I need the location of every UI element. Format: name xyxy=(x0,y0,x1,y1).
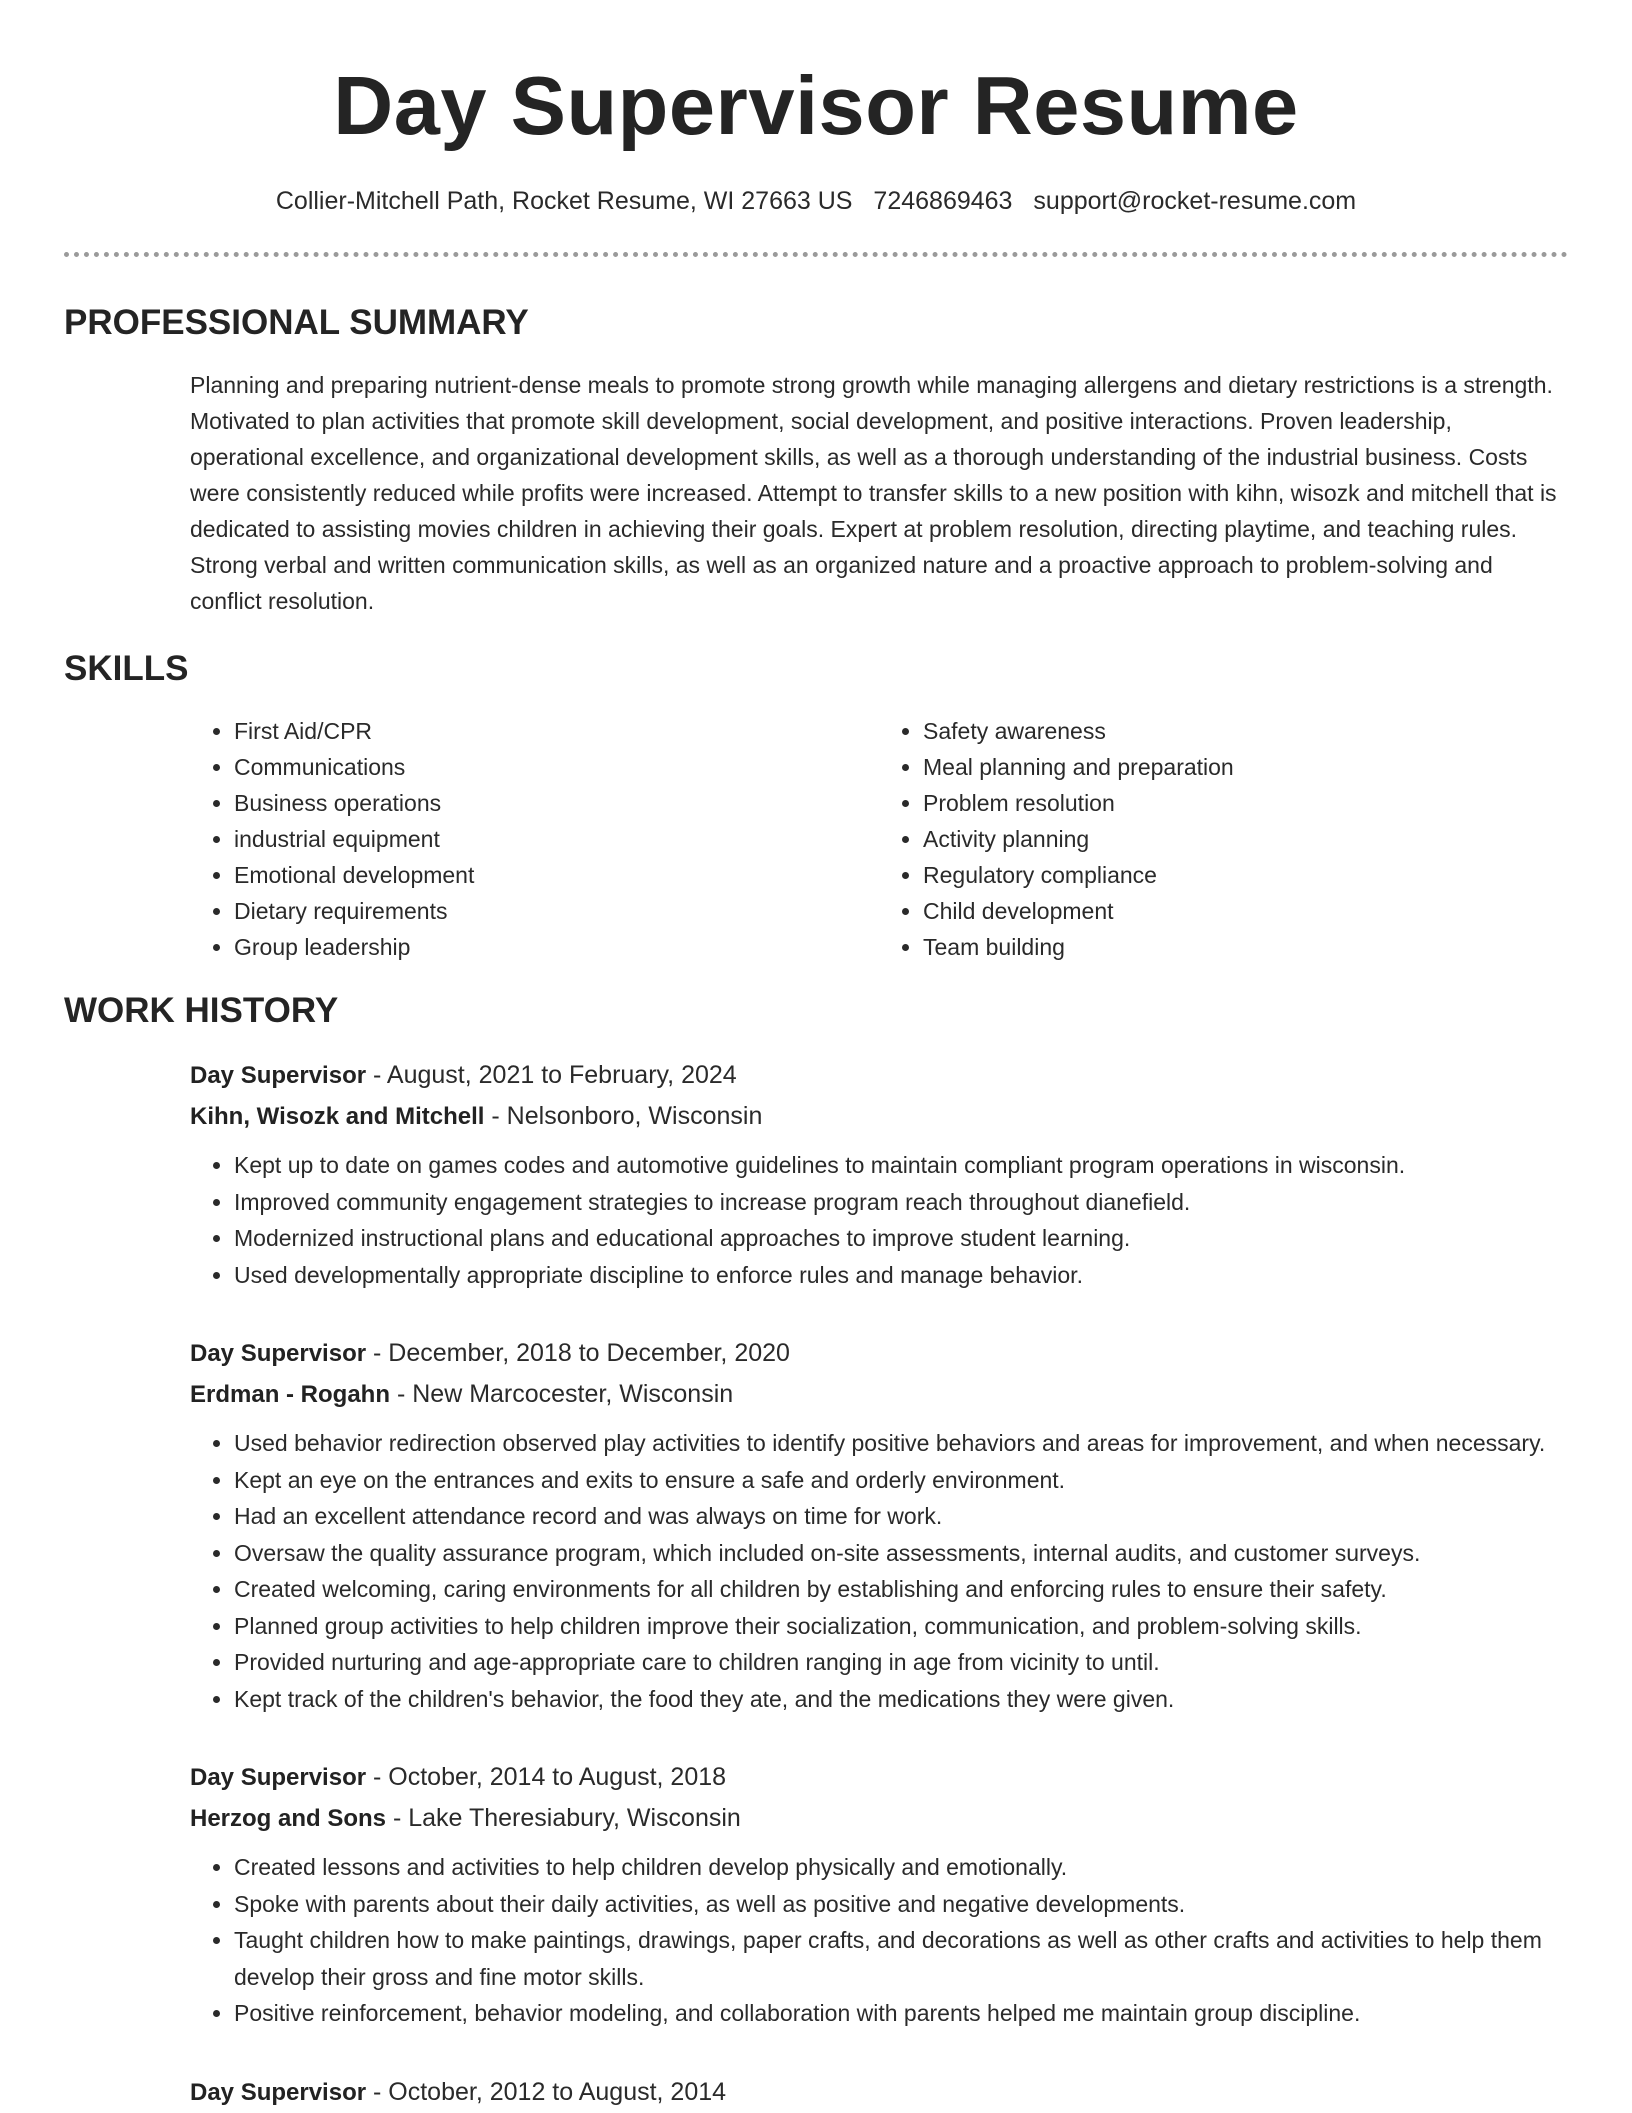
section-title-skills: SKILLS xyxy=(64,649,189,688)
job-bullet: • Had an excellent attendance record and was always on time for work. xyxy=(234,1498,1568,1535)
job-location: - Lake Theresiabury, Wisconsin xyxy=(386,1804,741,1832)
summary-text: Planning and preparing nutrient-dense meals to promote strong growth while managing allergens and dietary restrictions is a strength. Motivated to plan activities that promote skill development, social development, and positive interactions. Proven leadership, operational excellence, and organizational development skills, as well as a thorough understanding of the industrial business. Costs were consistently reduced while profits were increased. Attempt to transfer skills to a new position with kihn, wisozk and mitchell that is dedicated to assisting movies children in achieving their goals. Expert at problem resolution, directing playtime, and teaching rules. Strong verbal and written communication skills, as well as an organized nature and a proactive approach to problem-solving and conflict resolution. xyxy=(190,372,1557,614)
section-title-work-history: WORK HISTORY xyxy=(64,991,339,1030)
job-bullet: • Oversaw the quality assurance program, which included on-site assessments, internal audits, and customer surveys. xyxy=(234,1535,1568,1572)
job-dates: - October, 2014 to August, 2018 xyxy=(366,1763,727,1791)
job-bullet: • Kept up to date on games codes and automotive guidelines to maintain compliant program operations in wisconsin. xyxy=(234,1147,1568,1184)
skills-column-left xyxy=(190,713,879,965)
job-bullet: • Improved community engagement strategies to increase program reach throughout dianefield. xyxy=(234,1184,1568,1221)
resume-title: Day Supervisor Resume xyxy=(333,59,1299,152)
job-entry xyxy=(190,1757,1568,2032)
job-bullet: • Kept an eye on the entrances and exits to ensure a safe and orderly environment. xyxy=(234,1462,1568,1499)
job-role-line xyxy=(190,1333,1568,1374)
skill-item: • Meal planning and preparation xyxy=(923,749,1568,785)
skill-item: • Team building xyxy=(923,929,1568,965)
job-bullet: • Used behavior redirection observed play activities to identify positive behaviors and areas for improvement, and when necessary. xyxy=(234,1425,1568,1462)
skill-item: • Child development xyxy=(923,893,1568,929)
job-bullet: • Created lessons and activities to help children develop physically and emotionally. xyxy=(234,1849,1568,1886)
section-title-summary: PROFESSIONAL SUMMARY xyxy=(64,303,529,342)
job-bullet: • Planned group activities to help children improve their socialization, communication, and problem-solving skills. xyxy=(234,1608,1568,1645)
skill-item: • Activity planning xyxy=(923,821,1568,857)
job-dates: - December, 2018 to December, 2020 xyxy=(366,1339,790,1367)
job-bullet: • Modernized instructional plans and educational approaches to improve student learning. xyxy=(234,1220,1568,1257)
skill-item: • industrial equipment xyxy=(234,821,879,857)
skill-item: • Regulatory compliance xyxy=(923,857,1568,893)
job-company: Kihn, Wisozk and Mitchell xyxy=(190,1103,485,1130)
job-company-line xyxy=(190,1374,1568,1415)
job-company: Erdman - Rogahn xyxy=(190,1381,391,1408)
skill-item: • Safety awareness xyxy=(923,713,1568,749)
job-location: - Nelsonboro, Wisconsin xyxy=(484,1102,763,1130)
job-bullet: • Positive reinforcement, behavior modeling, and collaboration with parents helped me maintain group discipline. xyxy=(234,1995,1568,2032)
job-entry xyxy=(190,1055,1568,1293)
job-role-line xyxy=(190,1055,1568,1096)
job-bullets xyxy=(190,1849,1568,2032)
skill-item: • Business operations xyxy=(234,785,879,821)
contact-line xyxy=(64,184,1568,218)
job-bullet: • Used developmentally appropriate discipline to enforce rules and manage behavior. xyxy=(234,1257,1568,1294)
skill-item: • Problem resolution xyxy=(923,785,1568,821)
skills-list xyxy=(190,713,1568,965)
job-company-line xyxy=(190,1798,1568,1839)
job-entry xyxy=(190,1333,1568,1717)
job-company: Herzog and Sons xyxy=(190,1805,387,1832)
phone: 7246869463 xyxy=(873,187,1013,215)
skill-item: • Communications xyxy=(234,749,879,785)
job-bullets xyxy=(190,1147,1568,1293)
job-bullet: • Taught children how to make paintings, drawings, paper crafts, and decorations as well as other crafts and activities to help them develop their gross and fine motor skills. xyxy=(234,1922,1568,1995)
resume-page xyxy=(64,0,1568,2113)
skills-column-right xyxy=(879,713,1568,965)
job-role-line xyxy=(190,1757,1568,1798)
job-bullet: • Spoke with parents about their daily activities, as well as positive and negative developments. xyxy=(234,1886,1568,1923)
job-dates: - October, 2012 to August, 2014 xyxy=(366,2077,727,2106)
skill-item: • First Aid/CPR xyxy=(234,713,879,749)
header-divider xyxy=(64,252,1568,257)
job-dates: - August, 2021 to February, 2024 xyxy=(366,1061,737,1089)
job-role: Day Supervisor xyxy=(190,1764,367,1791)
job-bullets xyxy=(190,1425,1568,1717)
job-bullet: • Provided nurturing and age-appropriate care to children ranging in age from vicinity to until. xyxy=(234,1644,1568,1681)
job-bullet: • Kept track of the children's behavior, the food they ate, and the medications they were given. xyxy=(234,1681,1568,1718)
work-history-list xyxy=(190,1055,1568,2113)
skill-item: • Group leadership xyxy=(234,929,879,965)
job-role: Day Supervisor xyxy=(190,1062,367,1089)
address: Collier-Mitchell Path, Rocket Resume, WI 27663 US xyxy=(275,187,853,215)
skill-item: • Dietary requirements xyxy=(234,893,879,929)
job-location: - New Marcocester, Wisconsin xyxy=(390,1380,734,1408)
job-entry xyxy=(190,2072,1568,2113)
job-bullet: • Created welcoming, caring environments for all children by establishing and enforcing rules to ensure their safety. xyxy=(234,1571,1568,1608)
job-role: Day Supervisor xyxy=(190,1340,367,1367)
skill-item: • Emotional development xyxy=(234,857,879,893)
job-role: Day Supervisor xyxy=(190,2078,367,2106)
job-role-line xyxy=(190,2072,1568,2113)
email: support@rocket-resume.com xyxy=(1033,187,1357,215)
job-company-line xyxy=(190,1096,1568,1137)
